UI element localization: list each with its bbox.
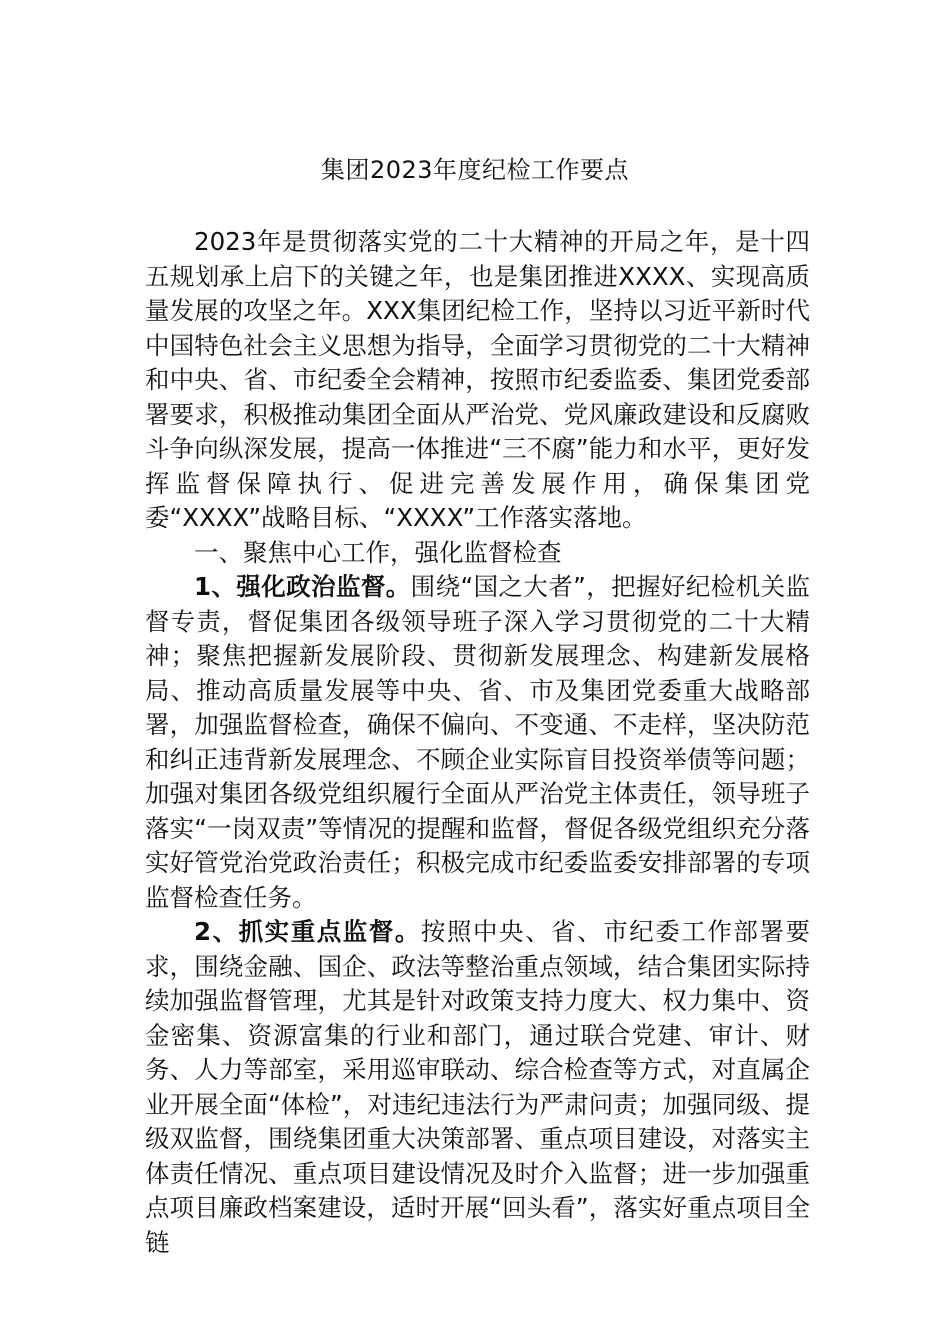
- item-lead-2: 2、抓实重点监督。: [194, 917, 421, 946]
- document-body: [145, 225, 810, 1260]
- section-heading: 一、聚焦中心工作，强化监督检查: [194, 537, 562, 567]
- item-paragraph-2: [145, 915, 810, 1260]
- item-lead-1: 1、强化政治监督。: [194, 572, 411, 601]
- item-paragraph-1: [145, 570, 810, 915]
- document-title: 集团2023年度纪检工作要点: [320, 156, 630, 184]
- item-text-1: 围绕“国之大者”，把握好纪检机关监督专责，督促集团各级领导班子深入学习贯彻党的二十大精神；聚焦把握新发展阶段、贯彻新发展理念、构建新发展格局、推动高质量发展等中央、省、市及集团党委重大战略部署，加强监督检查，确保不偏向、不变通、不走样，坚决防范和纠正违背新发展理念、不顾企业实际盲目投资举债等问题；加强对集团各级党组织履行全面从严治党主体责任，领导班子落实“一岗双责”等情况的提醒和监督，督促各级党组织充分落实好管党治党政治责任；积极完成市纪委监委安排部署的专项监督检查任务。: [145, 572, 810, 912]
- item-text-2: 按照中央、省、市纪委工作部署要求，围绕金融、国企、政法等整治重点领域，结合集团实际持续加强监督管理，尤其是针对政策支持力度大、权力集中、资金密集、资源富集的行业和部门，通过联合党建、审计、财务、人力等部室，采用巡审联动、综合检查等方式，对直属企业开展全面“体检”，对违纪违法行为严肃问责；加强同级、提级双监督，围绕集团重大决策部署、重点项目建设，对落实主体责任情况、重点项目建设情况及时介入监督；进一步加强重点项目廉政档案建设，适时开展“回头看”，落实好重点项目全链: [145, 917, 811, 1257]
- intro-paragraph: 2023年是贯彻落实党的二十大精神的开局之年，是十四五规划承上启下的关键之年，也是集团推进XXXX、实现高质量发展的攻坚之年。XXX集团纪检工作，坚持以习近平新时代中国特色社会主义思想为指导，全面学习贯彻党的二十大精神和中央、省、市纪委全会精神，按照市纪委监委、集团党委部署要求，积极推动集团全面从严治党、党风廉政建设和反腐败斗争向纵深发展，提高一体推进“三不腐”能力和水平，更好发挥监督保障执行、促进完善发展作用，确保集团党委“XXXX”战略目标、“XXXX”工作落实落地。: [145, 227, 810, 532]
